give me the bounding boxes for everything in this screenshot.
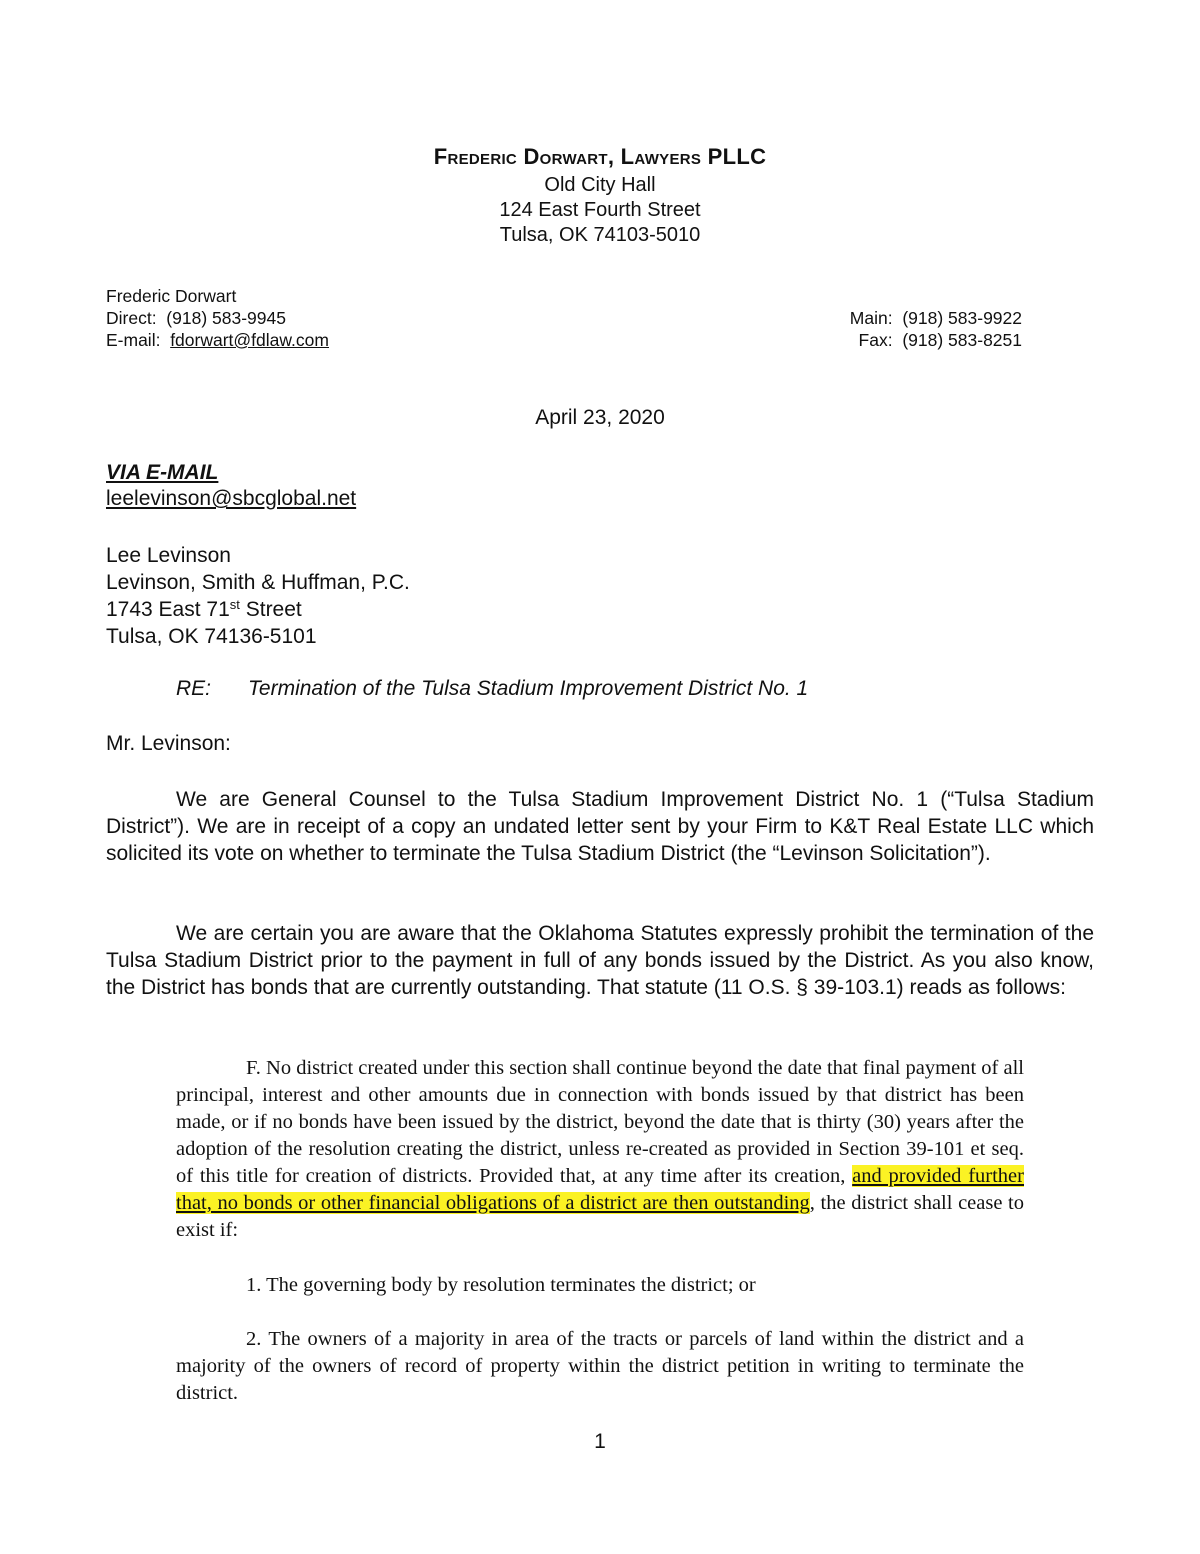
- address-line-2: 124 East Fourth Street: [499, 199, 701, 221]
- recipient-city: Tulsa, OK 74136-5101: [106, 625, 317, 648]
- salutation: Mr. Levinson:: [106, 732, 231, 755]
- fax-label: Fax:: [858, 330, 893, 350]
- highlighted-text: and provided further that, no bonds or other financial obligations of a district are then outstanding: [176, 1165, 1024, 1214]
- sender-contact: [106, 285, 329, 351]
- re-label: RE:: [176, 677, 212, 700]
- recipient-firm: Levinson, Smith & Huffman, P.C.: [106, 571, 410, 594]
- fax-number: [850, 329, 1022, 351]
- main-label: Main:: [849, 308, 893, 328]
- firm-contact: [850, 307, 1022, 351]
- email-label: E-mail:: [106, 330, 161, 350]
- statute-quote-f: F. No district created under this section shall continue beyond the date that final payment of all principal, interest and other amounts due in connection with bonds issued by that district has been made, or if no bonds have been issued by the district, beyond the date that is thirty (30) years after the adoption of the resolution creating the district, unless re-created as provided in Section 39-101 et seq. of this title for creation of districts. Provided that, at any time after its creation, and provided further that, no bonds or other financial obligations of a district are then outstanding, the district shall cease to exist if:: [176, 1057, 1024, 1241]
- sender-name: Frederic Dorwart: [106, 286, 237, 306]
- main-phone: [850, 307, 1022, 329]
- firm-name: Frederic Dorwart, Lawyers PLLC: [433, 144, 767, 169]
- re-subject: Termination of the Tulsa Stadium Improvement District No. 1: [248, 677, 809, 700]
- direct-phone: [106, 307, 329, 329]
- fax-value: (918) 583-8251: [902, 330, 1022, 350]
- address-line-1: Old City Hall: [544, 174, 656, 196]
- page-number: 1: [594, 1430, 606, 1453]
- direct-label: Direct:: [106, 308, 157, 328]
- delivery-method: VIA E-MAIL: [106, 461, 219, 484]
- recipient-name: Lee Levinson: [106, 544, 231, 567]
- body-paragraph-1: We are General Counsel to the Tulsa Stadium Improvement District No. 1 (“Tulsa Stadium District”). We are in receipt of a copy an undated letter sent by your Firm to K&T Real Estate LLC which solicited its vote on whether to terminate the Tulsa Stadium District (the “Levinson Solicitation”).: [106, 788, 1094, 865]
- body-paragraph-2: We are certain you are aware that the Oklahoma Statutes expressly prohibit the termination of the Tulsa Stadium District prior to the payment in full of any bonds issued by the District. As you also know, the District has bonds that are currently outstanding. That statute (11 O.S. § 39-103.1) reads as follows:: [106, 922, 1094, 999]
- sender-email: [106, 329, 329, 351]
- statute-item-1: 1. The governing body by resolution terminates the district; or: [246, 1274, 756, 1296]
- address-line-3: Tulsa, OK 74103-5010: [499, 224, 701, 246]
- main-value: (918) 583-9922: [902, 308, 1022, 328]
- sender-email-link[interactable]: fdorwart@fdlaw.com: [170, 330, 329, 350]
- statute-item-2: 2. The owners of a majority in area of the tracts or parcels of land within the district and a majority of the owners of record of property within the district petition in writing to terminate the district.: [176, 1328, 1024, 1404]
- recipient-address: [106, 542, 410, 650]
- re-line: [176, 677, 808, 701]
- letter-date: April 23, 2020: [535, 406, 665, 429]
- recipient-street: 1743 East 71st Street: [106, 597, 302, 621]
- direct-value: (918) 583-9945: [166, 308, 286, 328]
- recipient-email-link[interactable]: leelevinson@sbcglobal.net: [106, 487, 357, 510]
